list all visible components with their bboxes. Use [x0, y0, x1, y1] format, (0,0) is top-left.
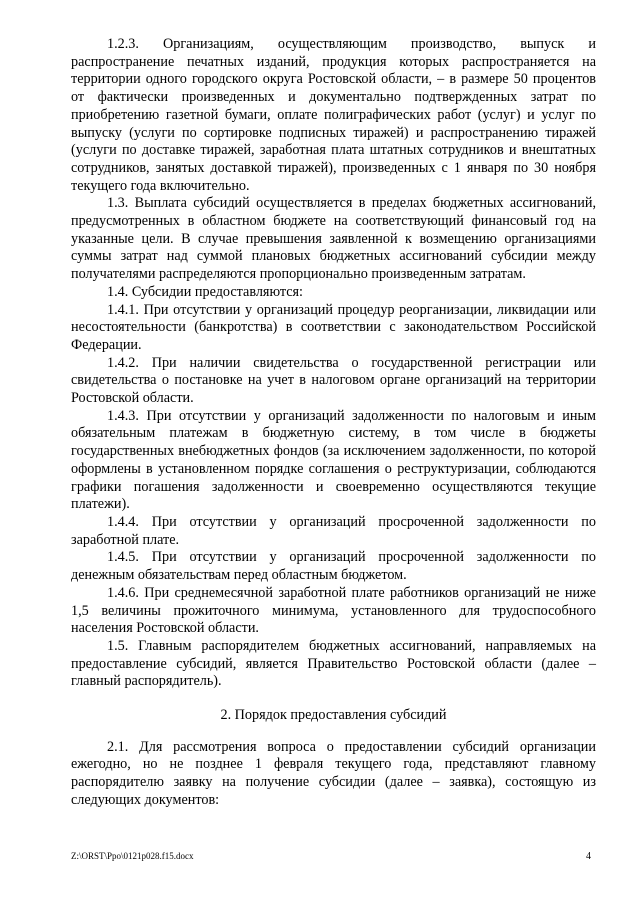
paragraph-1-4-4: 1.4.4. При отсутствии у организаций просроченной задолженности по заработной плате.: [71, 513, 596, 548]
footer-file-path: Z:\ORST\Ppo\0121p028.f15.docx: [71, 851, 194, 861]
paragraph-1-4-2: 1.4.2. При наличии свидетельства о государственной регистрации или свидетельства о постановке на учет в налоговом органе организаций на территории Ростовской области.: [71, 354, 596, 407]
paragraph-1-4: 1.4. Субсидии предоставляются:: [107, 283, 303, 300]
paragraph-1-4-3: 1.4.3. При отсутствии у организаций задолженности по налоговым и иным обязательным платежам в бюджетную систему, в том числе в бюджеты государственных внебюджетных фондов (за исключением задолженности, по которой оформлены в установленном порядке соглашения о реструктуризации, соблюдаются графики погашения задолженности и своевременно осуществляются текущие платежи).: [71, 407, 596, 513]
paragraph-2-1: 2.1. Для рассмотрения вопроса о предоставлении субсидий организации ежегодно, но не позднее 1 февраля текущего года, представляют главному распорядителю заявку на получение субсидии (далее – заявка), состоящую из следующих документов:: [71, 738, 596, 808]
paragraph-1-4-6: 1.4.6. При среднемесячной заработной плате работников организаций не ниже 1,5 величины прожиточного минимума, установленного для трудоспособного населения Ростовской области.: [71, 584, 596, 637]
document-body: [71, 36, 596, 810]
paragraph-1-5: 1.5. Главным распорядителем бюджетных ассигнований, направляемых на предоставление субсидий, является Правительство Ростовской области (далее – главный распорядитель).: [71, 637, 596, 690]
paragraph-1-3: 1.3. Выплата субсидий осуществляется в пределах бюджетных ассигнований, предусмотренных в областном бюджете на соответствующий финансовый год на указанные цели. В случае превышения заявленной к возмещению организациями суммы затрат над суммой плановых бюджетных ассигнований субсидии между получателями распределяются пропорционально произведенным затратам.: [71, 195, 596, 283]
page-number: 4: [586, 851, 591, 862]
section-heading: 2. Порядок предоставления субсидий: [220, 707, 447, 724]
paragraph-1-2-3: 1.2.3. Организациям, осуществляющим производство, выпуск и распространение печатных изданий, продукция которых распространяется на территории одного городского округа Ростовской области, – в размере 50 процентов от фактически произведенных и документально подтвержденных затрат по приобретению газетной бумаги, оплате полиграфических работ (услуг) и услуг по выпуску (услуги по сортировке подписных тиражей) и распространению тиражей (услуги по доставке тиражей, заработная плата штатных сотрудников и внештатных сотрудников, занятых доставкой тиражей), произведенных с 1 января по 30 ноября текущего года включительно.: [71, 36, 596, 194]
paragraph-1-4-5: 1.4.5. При отсутствии у организаций просроченной задолженности по денежным обязательствам перед областным бюджетом.: [71, 549, 596, 584]
paragraph-1-4-1: 1.4.1. При отсутствии у организаций процедур реорганизации, ликвидации или несостоятельности (банкротства) в соответствии с законодательством Российской Федерации.: [71, 301, 596, 353]
